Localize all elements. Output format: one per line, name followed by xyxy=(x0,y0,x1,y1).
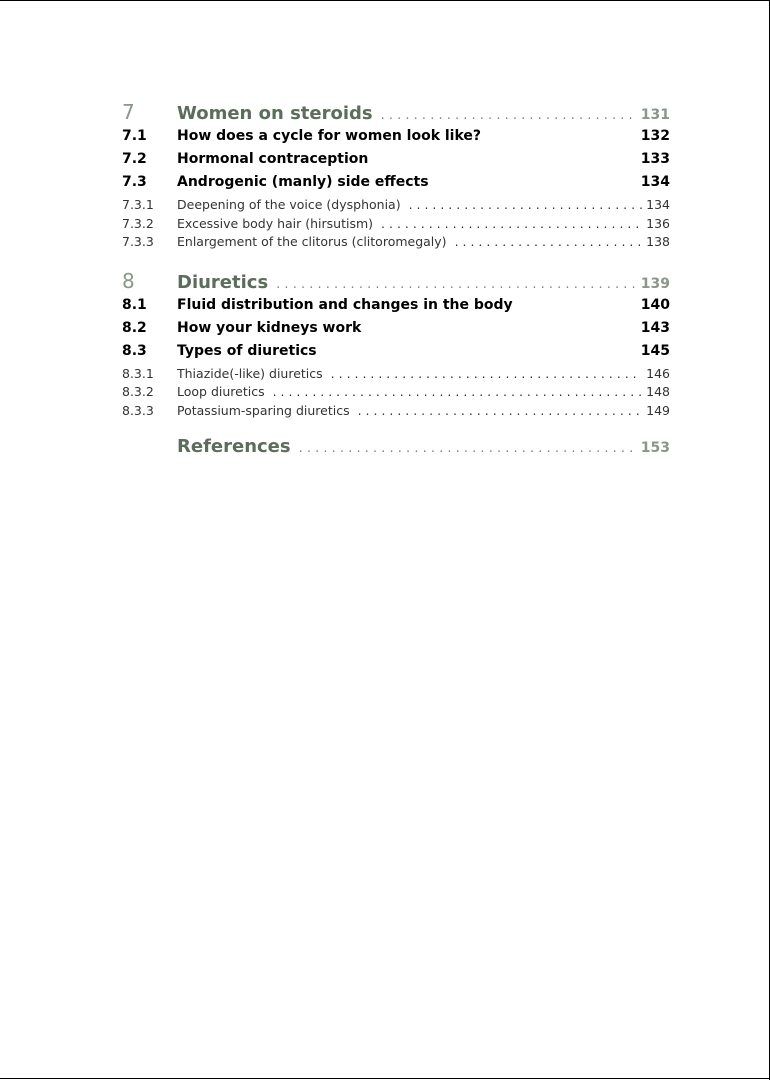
section-number: 8.3 xyxy=(122,342,147,359)
dot-leader xyxy=(273,384,643,399)
subsection-page: 134 xyxy=(646,197,670,212)
toc-subsection-8-3-1[interactable] xyxy=(122,366,670,385)
subsection-title: Enlargement of the clitorus (clitoromegaly) xyxy=(177,234,447,249)
dot-leader xyxy=(299,441,637,456)
chapter-title: Diuretics xyxy=(177,271,269,293)
chapter-page: 139 xyxy=(640,275,670,292)
subsection-title: Thiazide(-like) diuretics xyxy=(177,365,323,381)
chapter-gap xyxy=(122,253,670,269)
dot-leader xyxy=(358,403,643,418)
references-gap xyxy=(122,421,670,436)
subsection-page: 136 xyxy=(646,215,670,231)
references-title: References xyxy=(177,436,291,457)
page-border-bottom xyxy=(0,1078,770,1079)
section-page: 143 xyxy=(640,319,670,336)
section-number: 7.2 xyxy=(122,151,147,167)
chapter-number: 7 xyxy=(122,100,135,124)
dot-leader xyxy=(381,108,637,123)
section-title: Types of diuretics xyxy=(177,342,317,359)
subsection-title: Excessive body hair (hirsutism) xyxy=(177,215,374,231)
subsection-title: Deepening of the voice (dysphonia) xyxy=(177,197,401,212)
section-title: Fluid distribution and changes in the body xyxy=(177,296,513,313)
dot-leader xyxy=(331,366,642,381)
section-number: 7.3 xyxy=(122,174,147,190)
chapter-page: 131 xyxy=(640,107,670,123)
subsection-title: Potassium-sparing diuretics xyxy=(177,402,350,418)
toc-references[interactable] xyxy=(122,436,670,464)
toc-section-7-2[interactable] xyxy=(122,151,670,174)
subsection-page: 148 xyxy=(646,384,670,399)
chapter-title: Women on steroids xyxy=(177,103,373,124)
dot-leader xyxy=(276,277,637,292)
toc-chapter-8[interactable] xyxy=(122,269,670,297)
section-page: 132 xyxy=(640,128,670,144)
subsection-number: 8.3.3 xyxy=(122,402,154,418)
section-title: How your kidneys work xyxy=(177,319,362,336)
toc-section-8-2[interactable] xyxy=(122,320,670,343)
dot-leader xyxy=(409,197,643,212)
section-page: 134 xyxy=(640,174,670,190)
toc-subsection-7-3-2[interactable] xyxy=(122,216,670,235)
toc-chapter-7[interactable] xyxy=(122,100,670,128)
subsection-title: Loop diuretics xyxy=(177,384,265,399)
toc-subsection-7-3-1[interactable] xyxy=(122,197,670,216)
section-page: 140 xyxy=(640,296,670,313)
section-number: 8.1 xyxy=(122,296,147,313)
subsection-page: 138 xyxy=(646,234,670,249)
section-number: 8.2 xyxy=(122,319,147,336)
dot-leader xyxy=(455,234,643,249)
subsection-page: 149 xyxy=(646,402,670,418)
section-page: 133 xyxy=(640,151,670,167)
toc-subsection-8-3-3[interactable] xyxy=(122,403,670,422)
toc-section-8-1[interactable] xyxy=(122,297,670,320)
section-title: Androgenic (manly) side effects xyxy=(177,174,429,190)
subsection-number: 7.3.1 xyxy=(122,197,154,212)
toc-section-7-1[interactable] xyxy=(122,128,670,151)
subsection-page: 146 xyxy=(646,365,670,381)
subsection-number: 8.3.2 xyxy=(122,384,154,399)
subsection-number: 8.3.1 xyxy=(122,365,154,381)
section-number: 7.1 xyxy=(122,128,147,144)
subsection-number: 7.3.2 xyxy=(122,215,154,231)
page-border-top xyxy=(0,0,770,1)
dot-leader xyxy=(381,216,642,231)
section-title: How does a cycle for women look like? xyxy=(177,128,482,144)
toc-subsection-7-3-3[interactable] xyxy=(122,234,670,253)
subsection-number: 7.3.3 xyxy=(122,234,154,249)
table-of-contents xyxy=(122,100,670,464)
toc-section-7-3[interactable] xyxy=(122,174,670,197)
references-page: 153 xyxy=(640,440,670,456)
toc-section-8-3[interactable] xyxy=(122,343,670,366)
section-title: Hormonal contraception xyxy=(177,151,369,167)
toc-subsection-8-3-2[interactable] xyxy=(122,384,670,403)
section-page: 145 xyxy=(640,342,670,359)
chapter-number: 8 xyxy=(122,268,135,293)
